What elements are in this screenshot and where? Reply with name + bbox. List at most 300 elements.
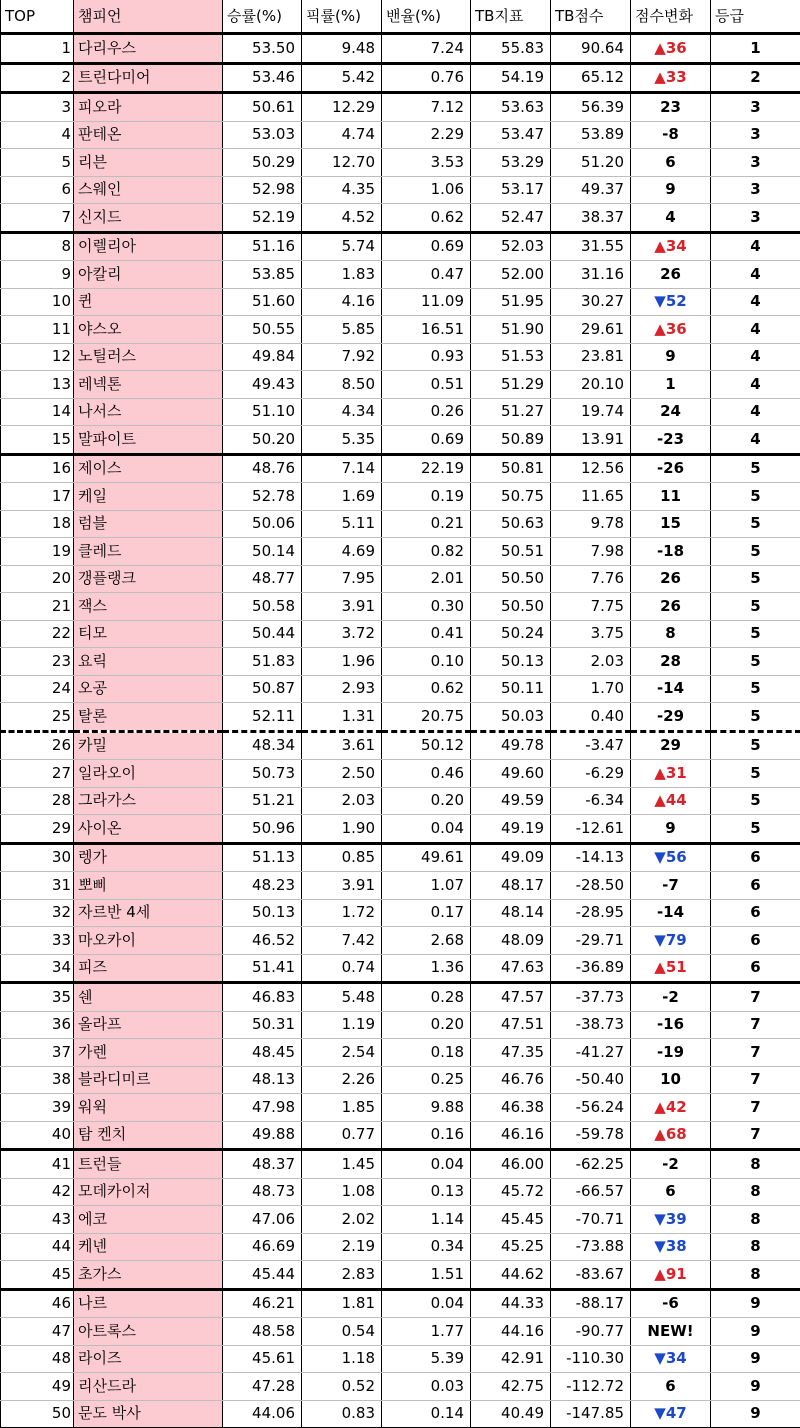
win-rate-cell: 47.98 bbox=[223, 1094, 302, 1122]
grade-cell: 5 bbox=[711, 787, 800, 815]
rank-cell: 41 bbox=[1, 1150, 74, 1179]
score-change-cell: 4 bbox=[631, 204, 711, 233]
rank-cell: 44 bbox=[1, 1233, 74, 1261]
win-rate-cell: 50.87 bbox=[223, 675, 302, 703]
win-rate-cell: 51.21 bbox=[223, 787, 302, 815]
tb-index-cell: 46.00 bbox=[471, 1150, 551, 1179]
header-row bbox=[1, 0, 800, 34]
champion-name: 리산드라 bbox=[74, 1373, 223, 1401]
tb-index-cell: 52.47 bbox=[471, 204, 551, 233]
win-rate-cell: 51.41 bbox=[223, 954, 302, 983]
champion-name: 블라디미르 bbox=[74, 1066, 223, 1094]
pick-rate-cell: 5.48 bbox=[302, 983, 382, 1012]
score-change-cell: ▼79 bbox=[631, 927, 711, 955]
grade-cell: 8 bbox=[711, 1233, 800, 1261]
score-change-cell: -29 bbox=[631, 703, 711, 732]
rank-cell: 24 bbox=[1, 675, 74, 703]
tb-score-cell: -3.47 bbox=[551, 731, 631, 760]
header-tb-index: TB지표 bbox=[471, 0, 551, 34]
ban-rate-cell: 2.29 bbox=[382, 121, 471, 149]
tb-score-cell: 19.74 bbox=[551, 398, 631, 426]
tb-score-cell: -112.72 bbox=[551, 1373, 631, 1401]
tb-score-cell: 11.65 bbox=[551, 483, 631, 511]
ban-rate-cell: 0.03 bbox=[382, 1373, 471, 1401]
ban-rate-cell: 3.53 bbox=[382, 149, 471, 177]
rank-cell: 18 bbox=[1, 510, 74, 538]
table-row bbox=[1, 1066, 800, 1094]
pick-rate-cell: 4.34 bbox=[302, 398, 382, 426]
champion-name: 사이온 bbox=[74, 815, 223, 844]
ban-rate-cell: 1.06 bbox=[382, 176, 471, 204]
champion-name: 라이즈 bbox=[74, 1345, 223, 1373]
win-rate-cell: 53.46 bbox=[223, 63, 302, 93]
score-change-cell: 23 bbox=[631, 93, 711, 122]
rank-cell: 27 bbox=[1, 760, 74, 788]
score-change-cell: 29 bbox=[631, 731, 711, 760]
tb-index-cell: 44.33 bbox=[471, 1289, 551, 1318]
pick-rate-cell: 2.02 bbox=[302, 1206, 382, 1234]
score-change-cell: 11 bbox=[631, 483, 711, 511]
score-change-cell: ▼47 bbox=[631, 1400, 711, 1428]
tb-index-cell: 51.90 bbox=[471, 316, 551, 344]
win-rate-cell: 50.29 bbox=[223, 149, 302, 177]
score-change-cell: 10 bbox=[631, 1066, 711, 1094]
champion-name: 케일 bbox=[74, 483, 223, 511]
rank-cell: 19 bbox=[1, 538, 74, 566]
rank-cell: 48 bbox=[1, 1345, 74, 1373]
table-row bbox=[1, 1345, 800, 1373]
score-change-cell: -18 bbox=[631, 538, 711, 566]
tb-score-cell: 31.55 bbox=[551, 232, 631, 261]
table-row bbox=[1, 954, 800, 983]
rank-cell: 15 bbox=[1, 426, 74, 455]
table-row bbox=[1, 63, 800, 93]
pick-rate-cell: 3.61 bbox=[302, 731, 382, 760]
header-pick-rate: 픽률(%) bbox=[302, 0, 382, 34]
score-change-cell: 26 bbox=[631, 261, 711, 289]
grade-cell: 8 bbox=[711, 1206, 800, 1234]
rank-cell: 13 bbox=[1, 371, 74, 399]
score-change-cell: -7 bbox=[631, 872, 711, 900]
grade-cell: 6 bbox=[711, 872, 800, 900]
tb-score-cell: 53.89 bbox=[551, 121, 631, 149]
ban-rate-cell: 7.12 bbox=[382, 93, 471, 122]
table-row bbox=[1, 1094, 800, 1122]
score-change-cell: 26 bbox=[631, 593, 711, 621]
pick-rate-cell: 4.69 bbox=[302, 538, 382, 566]
grade-cell: 5 bbox=[711, 760, 800, 788]
tb-index-cell: 46.38 bbox=[471, 1094, 551, 1122]
ban-rate-cell: 0.46 bbox=[382, 760, 471, 788]
ban-rate-cell: 50.12 bbox=[382, 731, 471, 760]
grade-cell: 5 bbox=[711, 454, 800, 483]
tb-score-cell: -70.71 bbox=[551, 1206, 631, 1234]
win-rate-cell: 48.45 bbox=[223, 1039, 302, 1067]
table-row bbox=[1, 483, 800, 511]
pick-rate-cell: 5.35 bbox=[302, 426, 382, 455]
table-row bbox=[1, 34, 800, 64]
table-row bbox=[1, 1039, 800, 1067]
tb-index-cell: 49.09 bbox=[471, 843, 551, 872]
grade-cell: 5 bbox=[711, 565, 800, 593]
win-rate-cell: 52.78 bbox=[223, 483, 302, 511]
win-rate-cell: 48.13 bbox=[223, 1066, 302, 1094]
champion-name: 레넥톤 bbox=[74, 371, 223, 399]
tb-score-cell: -28.50 bbox=[551, 872, 631, 900]
grade-cell: 5 bbox=[711, 483, 800, 511]
grade-cell: 8 bbox=[711, 1178, 800, 1206]
grade-cell: 5 bbox=[711, 648, 800, 676]
tb-score-cell: 38.37 bbox=[551, 204, 631, 233]
champion-name: 리븐 bbox=[74, 149, 223, 177]
ban-rate-cell: 0.69 bbox=[382, 426, 471, 455]
score-change-cell: 9 bbox=[631, 343, 711, 371]
header-rank: TOP bbox=[1, 0, 74, 34]
score-change-cell: -19 bbox=[631, 1039, 711, 1067]
champion-name: 에코 bbox=[74, 1206, 223, 1234]
header-champion: 챔피언 bbox=[74, 0, 223, 34]
grade-cell: 4 bbox=[711, 232, 800, 261]
champion-name: 제이스 bbox=[74, 454, 223, 483]
ban-rate-cell: 22.19 bbox=[382, 454, 471, 483]
rank-cell: 36 bbox=[1, 1011, 74, 1039]
score-change-cell: ▼38 bbox=[631, 1233, 711, 1261]
pick-rate-cell: 2.50 bbox=[302, 760, 382, 788]
pick-rate-cell: 1.96 bbox=[302, 648, 382, 676]
table-row bbox=[1, 1289, 800, 1318]
score-change-cell: ▲68 bbox=[631, 1121, 711, 1150]
rank-cell: 11 bbox=[1, 316, 74, 344]
table-row bbox=[1, 1121, 800, 1150]
pick-rate-cell: 8.50 bbox=[302, 371, 382, 399]
win-rate-cell: 46.21 bbox=[223, 1289, 302, 1318]
rank-cell: 4 bbox=[1, 121, 74, 149]
ban-rate-cell: 7.24 bbox=[382, 34, 471, 64]
tb-index-cell: 45.25 bbox=[471, 1233, 551, 1261]
tb-score-cell: -37.73 bbox=[551, 983, 631, 1012]
win-rate-cell: 52.19 bbox=[223, 204, 302, 233]
score-change-cell: ▼34 bbox=[631, 1345, 711, 1373]
pick-rate-cell: 1.31 bbox=[302, 703, 382, 732]
table-row bbox=[1, 149, 800, 177]
grade-cell: 9 bbox=[711, 1318, 800, 1346]
tb-score-cell: 51.20 bbox=[551, 149, 631, 177]
tb-score-cell: -90.77 bbox=[551, 1318, 631, 1346]
tb-score-cell: -12.61 bbox=[551, 815, 631, 844]
pick-rate-cell: 1.81 bbox=[302, 1289, 382, 1318]
grade-cell: 5 bbox=[711, 815, 800, 844]
win-rate-cell: 49.88 bbox=[223, 1121, 302, 1150]
win-rate-cell: 50.20 bbox=[223, 426, 302, 455]
win-rate-cell: 50.73 bbox=[223, 760, 302, 788]
tb-index-cell: 50.89 bbox=[471, 426, 551, 455]
ban-rate-cell: 0.25 bbox=[382, 1066, 471, 1094]
grade-cell: 5 bbox=[711, 675, 800, 703]
win-rate-cell: 50.96 bbox=[223, 815, 302, 844]
grade-cell: 7 bbox=[711, 983, 800, 1012]
champion-name: 나서스 bbox=[74, 398, 223, 426]
grade-cell: 7 bbox=[711, 1121, 800, 1150]
table-row bbox=[1, 872, 800, 900]
rank-cell: 2 bbox=[1, 63, 74, 93]
tb-score-cell: -73.88 bbox=[551, 1233, 631, 1261]
win-rate-cell: 53.03 bbox=[223, 121, 302, 149]
win-rate-cell: 46.83 bbox=[223, 983, 302, 1012]
ban-rate-cell: 20.75 bbox=[382, 703, 471, 732]
ban-rate-cell: 49.61 bbox=[382, 843, 471, 872]
tb-score-cell: 3.75 bbox=[551, 620, 631, 648]
pick-rate-cell: 2.19 bbox=[302, 1233, 382, 1261]
win-rate-cell: 48.77 bbox=[223, 565, 302, 593]
score-change-cell: ▼56 bbox=[631, 843, 711, 872]
grade-cell: 1 bbox=[711, 34, 800, 64]
ban-rate-cell: 5.39 bbox=[382, 1345, 471, 1373]
tb-index-cell: 51.27 bbox=[471, 398, 551, 426]
pick-rate-cell: 4.16 bbox=[302, 288, 382, 316]
pick-rate-cell: 4.74 bbox=[302, 121, 382, 149]
table-row bbox=[1, 1233, 800, 1261]
rank-cell: 12 bbox=[1, 343, 74, 371]
champion-name: 일라오이 bbox=[74, 760, 223, 788]
pick-rate-cell: 1.19 bbox=[302, 1011, 382, 1039]
ban-rate-cell: 0.76 bbox=[382, 63, 471, 93]
grade-cell: 4 bbox=[711, 371, 800, 399]
tb-score-cell: -36.89 bbox=[551, 954, 631, 983]
champion-name: 요릭 bbox=[74, 648, 223, 676]
grade-cell: 7 bbox=[711, 1066, 800, 1094]
score-change-cell: 1 bbox=[631, 371, 711, 399]
champion-name: 말파이트 bbox=[74, 426, 223, 455]
win-rate-cell: 51.83 bbox=[223, 648, 302, 676]
tb-score-cell: -83.67 bbox=[551, 1261, 631, 1290]
pick-rate-cell: 0.74 bbox=[302, 954, 382, 983]
ban-rate-cell: 0.51 bbox=[382, 371, 471, 399]
tb-score-cell: 31.16 bbox=[551, 261, 631, 289]
rank-cell: 9 bbox=[1, 261, 74, 289]
ban-rate-cell: 2.68 bbox=[382, 927, 471, 955]
pick-rate-cell: 5.85 bbox=[302, 316, 382, 344]
tb-score-cell: -66.57 bbox=[551, 1178, 631, 1206]
table-row bbox=[1, 343, 800, 371]
tb-score-cell: 0.40 bbox=[551, 703, 631, 732]
grade-cell: 5 bbox=[711, 731, 800, 760]
table-row bbox=[1, 398, 800, 426]
ban-rate-cell: 0.20 bbox=[382, 787, 471, 815]
tb-index-cell: 50.81 bbox=[471, 454, 551, 483]
pick-rate-cell: 3.72 bbox=[302, 620, 382, 648]
table-row bbox=[1, 1318, 800, 1346]
header-tb-score: TB점수 bbox=[551, 0, 631, 34]
ban-rate-cell: 0.21 bbox=[382, 510, 471, 538]
tb-score-cell: -6.34 bbox=[551, 787, 631, 815]
ban-rate-cell: 0.26 bbox=[382, 398, 471, 426]
pick-rate-cell: 5.42 bbox=[302, 63, 382, 93]
tb-index-cell: 50.03 bbox=[471, 703, 551, 732]
tb-index-cell: 46.76 bbox=[471, 1066, 551, 1094]
champion-name: 티모 bbox=[74, 620, 223, 648]
champion-name: 쉔 bbox=[74, 983, 223, 1012]
rank-cell: 32 bbox=[1, 899, 74, 927]
pick-rate-cell: 1.83 bbox=[302, 261, 382, 289]
score-change-cell: -2 bbox=[631, 1150, 711, 1179]
ban-rate-cell: 0.16 bbox=[382, 1121, 471, 1150]
rank-cell: 3 bbox=[1, 93, 74, 122]
win-rate-cell: 48.73 bbox=[223, 1178, 302, 1206]
tb-index-cell: 51.95 bbox=[471, 288, 551, 316]
pick-rate-cell: 3.91 bbox=[302, 593, 382, 621]
table-row bbox=[1, 983, 800, 1012]
score-change-cell: 24 bbox=[631, 398, 711, 426]
champion-name: 트런들 bbox=[74, 1150, 223, 1179]
table-row bbox=[1, 815, 800, 844]
rank-cell: 14 bbox=[1, 398, 74, 426]
tb-index-cell: 47.57 bbox=[471, 983, 551, 1012]
score-change-cell: ▲36 bbox=[631, 316, 711, 344]
header-grade: 등급 bbox=[711, 0, 800, 34]
champion-name: 잭스 bbox=[74, 593, 223, 621]
win-rate-cell: 51.16 bbox=[223, 232, 302, 261]
tb-index-cell: 42.75 bbox=[471, 1373, 551, 1401]
tb-score-cell: -147.85 bbox=[551, 1400, 631, 1428]
grade-cell: 5 bbox=[711, 510, 800, 538]
win-rate-cell: 53.85 bbox=[223, 261, 302, 289]
rank-cell: 21 bbox=[1, 593, 74, 621]
pick-rate-cell: 7.95 bbox=[302, 565, 382, 593]
champion-name: 카밀 bbox=[74, 731, 223, 760]
tb-index-cell: 40.49 bbox=[471, 1400, 551, 1428]
rank-cell: 22 bbox=[1, 620, 74, 648]
pick-rate-cell: 2.54 bbox=[302, 1039, 382, 1067]
tb-index-cell: 50.50 bbox=[471, 593, 551, 621]
champion-name: 다리우스 bbox=[74, 34, 223, 64]
tb-index-cell: 54.19 bbox=[471, 63, 551, 93]
tb-score-cell: -59.78 bbox=[551, 1121, 631, 1150]
grade-cell: 3 bbox=[711, 121, 800, 149]
champion-name: 노틸러스 bbox=[74, 343, 223, 371]
table-row bbox=[1, 261, 800, 289]
ban-rate-cell: 1.14 bbox=[382, 1206, 471, 1234]
grade-cell: 2 bbox=[711, 63, 800, 93]
table-row bbox=[1, 121, 800, 149]
champion-name: 마오카이 bbox=[74, 927, 223, 955]
pick-rate-cell: 5.11 bbox=[302, 510, 382, 538]
champion-name: 트린다미어 bbox=[74, 63, 223, 93]
grade-cell: 4 bbox=[711, 398, 800, 426]
pick-rate-cell: 0.85 bbox=[302, 843, 382, 872]
rank-cell: 33 bbox=[1, 927, 74, 955]
score-change-cell: ▲42 bbox=[631, 1094, 711, 1122]
ban-rate-cell: 2.01 bbox=[382, 565, 471, 593]
ban-rate-cell: 0.30 bbox=[382, 593, 471, 621]
rank-cell: 49 bbox=[1, 1373, 74, 1401]
rank-cell: 35 bbox=[1, 983, 74, 1012]
champion-name: 모데카이저 bbox=[74, 1178, 223, 1206]
grade-cell: 4 bbox=[711, 316, 800, 344]
table-row bbox=[1, 1261, 800, 1290]
win-rate-cell: 50.14 bbox=[223, 538, 302, 566]
tb-index-cell: 50.11 bbox=[471, 675, 551, 703]
rank-cell: 34 bbox=[1, 954, 74, 983]
pick-rate-cell: 3.91 bbox=[302, 872, 382, 900]
champion-name: 이렐리아 bbox=[74, 232, 223, 261]
ban-rate-cell: 0.19 bbox=[382, 483, 471, 511]
champion-name: 가렌 bbox=[74, 1039, 223, 1067]
champion-name: 갱플랭크 bbox=[74, 565, 223, 593]
tb-score-cell: -56.24 bbox=[551, 1094, 631, 1122]
pick-rate-cell: 12.70 bbox=[302, 149, 382, 177]
rank-cell: 6 bbox=[1, 176, 74, 204]
tb-index-cell: 52.00 bbox=[471, 261, 551, 289]
ban-rate-cell: 0.34 bbox=[382, 1233, 471, 1261]
table-row bbox=[1, 510, 800, 538]
tb-score-cell: -14.13 bbox=[551, 843, 631, 872]
win-rate-cell: 50.55 bbox=[223, 316, 302, 344]
pick-rate-cell: 2.26 bbox=[302, 1066, 382, 1094]
pick-rate-cell: 1.90 bbox=[302, 815, 382, 844]
ban-rate-cell: 0.82 bbox=[382, 538, 471, 566]
score-change-cell: -2 bbox=[631, 983, 711, 1012]
grade-cell: 3 bbox=[711, 93, 800, 122]
tb-index-cell: 53.63 bbox=[471, 93, 551, 122]
pick-rate-cell: 4.35 bbox=[302, 176, 382, 204]
win-rate-cell: 50.13 bbox=[223, 899, 302, 927]
tb-index-cell: 53.17 bbox=[471, 176, 551, 204]
ban-rate-cell: 0.18 bbox=[382, 1039, 471, 1067]
tb-score-cell: -62.25 bbox=[551, 1150, 631, 1179]
grade-cell: 7 bbox=[711, 1039, 800, 1067]
champion-name: 판테온 bbox=[74, 121, 223, 149]
rank-cell: 37 bbox=[1, 1039, 74, 1067]
grade-cell: 6 bbox=[711, 899, 800, 927]
table-row bbox=[1, 648, 800, 676]
table-row bbox=[1, 538, 800, 566]
win-rate-cell: 51.10 bbox=[223, 398, 302, 426]
score-change-cell: 9 bbox=[631, 176, 711, 204]
ban-rate-cell: 9.88 bbox=[382, 1094, 471, 1122]
ban-rate-cell: 1.51 bbox=[382, 1261, 471, 1290]
win-rate-cell: 48.23 bbox=[223, 872, 302, 900]
win-rate-cell: 52.11 bbox=[223, 703, 302, 732]
champion-name: 피즈 bbox=[74, 954, 223, 983]
win-rate-cell: 45.44 bbox=[223, 1261, 302, 1290]
tb-score-cell: -29.71 bbox=[551, 927, 631, 955]
grade-cell: 5 bbox=[711, 703, 800, 732]
table-row bbox=[1, 176, 800, 204]
tb-index-cell: 51.29 bbox=[471, 371, 551, 399]
tb-score-cell: 9.78 bbox=[551, 510, 631, 538]
tb-score-cell: -28.95 bbox=[551, 899, 631, 927]
rank-cell: 40 bbox=[1, 1121, 74, 1150]
header-win-rate: 승률(%) bbox=[223, 0, 302, 34]
table-row bbox=[1, 843, 800, 872]
score-change-cell: 9 bbox=[631, 815, 711, 844]
table-row bbox=[1, 593, 800, 621]
tb-score-cell: 13.91 bbox=[551, 426, 631, 455]
champion-name: 자르반 4세 bbox=[74, 899, 223, 927]
pick-rate-cell: 2.03 bbox=[302, 787, 382, 815]
tb-index-cell: 50.13 bbox=[471, 648, 551, 676]
ban-rate-cell: 0.62 bbox=[382, 675, 471, 703]
ban-rate-cell: 0.28 bbox=[382, 983, 471, 1012]
champion-name: 탈론 bbox=[74, 703, 223, 732]
pick-rate-cell: 1.08 bbox=[302, 1178, 382, 1206]
tb-index-cell: 50.63 bbox=[471, 510, 551, 538]
grade-cell: 6 bbox=[711, 927, 800, 955]
rank-cell: 1 bbox=[1, 34, 74, 64]
champion-name: 아트록스 bbox=[74, 1318, 223, 1346]
champion-name: 탐 켄치 bbox=[74, 1121, 223, 1150]
tb-score-cell: -6.29 bbox=[551, 760, 631, 788]
